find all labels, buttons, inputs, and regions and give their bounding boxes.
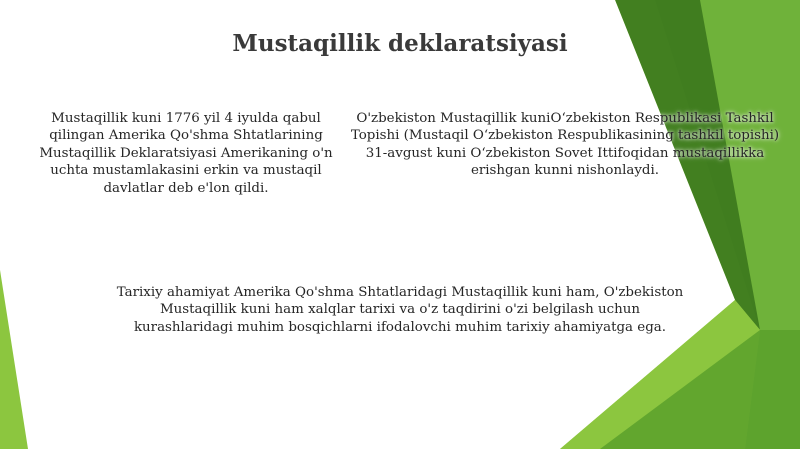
slide-title: Mustaqillik deklaratsiyasi: [232, 30, 568, 57]
right-text-block: O'zbekiston Mustaqillik kuniO‘zbekiston Respublikasi Tashkil Topishi (Mustaqil O‘zbekiston Respublikasining tashkil topishi) 31-avgust kuni O‘zbekiston Sovet Ittifoqidan mustaqillikka erishgan kunni nishonlaydi.: [350, 111, 780, 179]
bottom-text-block: Tarixiy ahamiyat Amerika Qo'shma Shtatlaridagi Mustaqillik kuni ham, O'zbekiston Mustaqillik kuni ham xalqlar tarixi va o'z taqdirini o'zi belgilash uchun kurashlaridagi muhim bosqichlarni ifodalovchi muhim tarixiy ahamiyatga ega.: [116, 285, 684, 335]
left-text-block: Mustaqillik kuni 1776 yil 4 iyulda qabul qilingan Amerika Qo'shma Shtatlarining Mustaqillik Deklaratsiyasi Amerikaning o'n uchta mustamlakasini erkin va mustaqil davlatlar deb e'lon qildi.: [39, 111, 333, 196]
left-green-shape: [0, 270, 28, 449]
